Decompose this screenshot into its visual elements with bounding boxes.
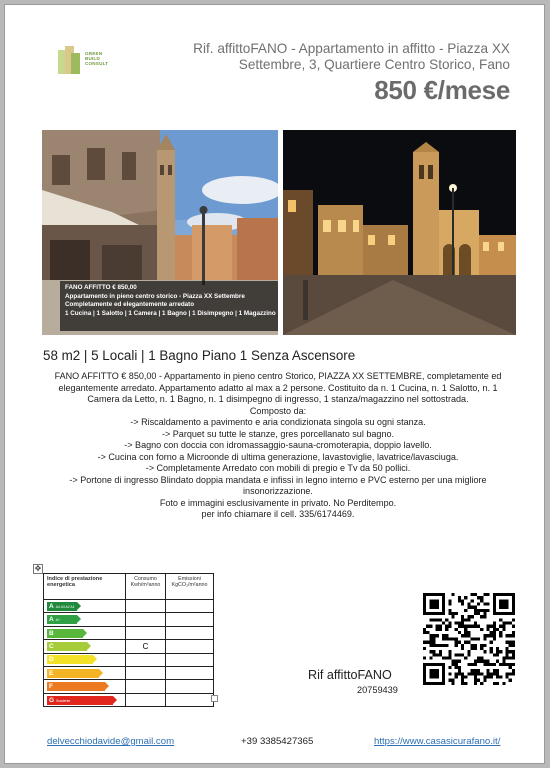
company-logo	[58, 46, 118, 80]
description-feature: -> Bagno con doccia con idromassaggio-sauna-cromoterapia, doppio lavello.	[124, 440, 432, 450]
description-note: Foto e immagini esclusivamente in privato. No Perditempo.	[159, 497, 397, 508]
energy-emissioni-cell	[166, 653, 214, 666]
listing-price: 850 €/mese	[374, 75, 510, 105]
description-feature: -> Parquet su tutte le stanze, gres porcellanato sul bagno.	[161, 428, 395, 439]
energy-consumo-cell	[126, 693, 166, 706]
energy-consumo-cell: C	[126, 640, 166, 653]
energy-consumo-cell	[126, 613, 166, 626]
energy-class-row	[44, 626, 214, 639]
energy-class-bar: A A+	[47, 615, 77, 624]
energy-class-row	[44, 640, 214, 653]
energy-class-row	[44, 680, 214, 693]
footer-website-link[interactable]: https://www.casasicurafano.it/	[374, 736, 501, 747]
reference-label: Rif affittoFANO	[308, 668, 392, 682]
energy-class-row	[44, 613, 214, 626]
energy-class-row	[44, 693, 214, 706]
description-intro: FANO AFFITTO € 850,00 - Appartamento in pieno centro Storico, PIAZZA XX SETTEMBRE, completamente ed elegantemente arredato. Appartamento adatto al max a 2 persone. Costituito da n. 1 Cucina, n. 1 Salotto, n. 1 Camera da Letto, n. 1 Bagno, n. 1 disimpegno di ingresso, 1 stanza/magazzino nel sottostrada.	[54, 371, 502, 404]
energy-emissioni-cell	[166, 640, 214, 653]
energy-class-bar: F	[47, 682, 105, 691]
energy-class-bar: B	[47, 629, 83, 638]
description-feature: -> Cucina con forno a Microonde di ultima generazione, lavastoviglie, lavatrice/lavasciuga.	[97, 451, 459, 462]
description-contact: per info chiamare il cell. 335/6174469.	[201, 509, 355, 519]
description-feature: -> Riscaldamento a pavimento e aria condizionata singola su ogni stanza.	[130, 417, 426, 427]
logo-mark-icon	[58, 46, 82, 76]
logo-text: GREEN BUILD CONSULT	[85, 51, 109, 67]
description-heading: Composto da:	[249, 405, 307, 416]
listing-title: Rif. affittoFANO - Appartamento in affitto - Piazza XX Settembre, 3, Quartiere Centro Storico, Fano	[193, 41, 510, 72]
energy-col-emissioni: Emissioni KgCO₂/m²anno	[166, 574, 214, 600]
energy-class-row	[44, 653, 214, 666]
description-feature: -> Portone di ingresso Blindato doppia mandata e infissi in legno interno e PVC esterno per una migliore insonorizzazione.	[69, 474, 487, 496]
energy-col-label: Indice di prestazione energetica	[44, 574, 126, 600]
energy-class-bar: E	[47, 669, 99, 678]
listing-page	[4, 4, 545, 764]
footer-phone: +39 3385427365	[241, 736, 314, 747]
listing-description	[47, 371, 509, 521]
energy-emissioni-cell	[166, 693, 214, 706]
qr-code[interactable]	[423, 593, 515, 685]
energy-emissioni-cell	[166, 680, 214, 693]
energy-col-consumo: Consumo Kwh/m²anno	[126, 574, 166, 600]
energy-emissioni-cell	[166, 600, 214, 613]
energy-emissioni-cell	[166, 613, 214, 626]
energy-performance-table	[43, 573, 213, 704]
energy-emissioni-cell	[166, 626, 214, 639]
property-specs: 58 m2 | 5 Locali | 1 Bagno Piano 1 Senza Ascensore	[43, 348, 356, 363]
energy-consumo-cell	[126, 680, 166, 693]
energy-consumo-cell	[126, 666, 166, 679]
photo-piazza-night[interactable]	[283, 130, 516, 335]
energy-consumo-cell	[126, 600, 166, 613]
energy-consumo-cell	[126, 653, 166, 666]
footer-email-link[interactable]: delvecchiodavide@gmail.com	[47, 736, 175, 747]
energy-class-row	[44, 600, 214, 613]
energy-class-row	[44, 666, 214, 679]
table-move-handle-icon[interactable]: ✥	[34, 564, 42, 573]
photo-piazza-day[interactable]	[42, 130, 278, 335]
photo-caption-overlay: FANO AFFITTO € 850,00 Appartamento in pieno centro storico - Piazza XX Settembre Completamente ed elegantemente arredato 1 Cucina | 1 Salotto | 1 Camera | 1 Bagno | 1 Disimpegno | 1 Magazzino	[60, 281, 278, 331]
description-feature: -> Completamente Arredato con mobili di pregio e Tv da 50 pollici.	[145, 463, 411, 473]
energy-class-bar: G Scadente	[47, 696, 113, 705]
table-resize-handle[interactable]	[211, 695, 218, 702]
energy-emissioni-cell	[166, 666, 214, 679]
energy-class-bar: A A4 A3 A2 A1	[47, 602, 77, 611]
energy-consumo-cell	[126, 626, 166, 639]
energy-class-bar: C	[47, 642, 87, 651]
reference-number: 20759439	[357, 685, 398, 695]
energy-class-bar: D	[47, 655, 93, 664]
